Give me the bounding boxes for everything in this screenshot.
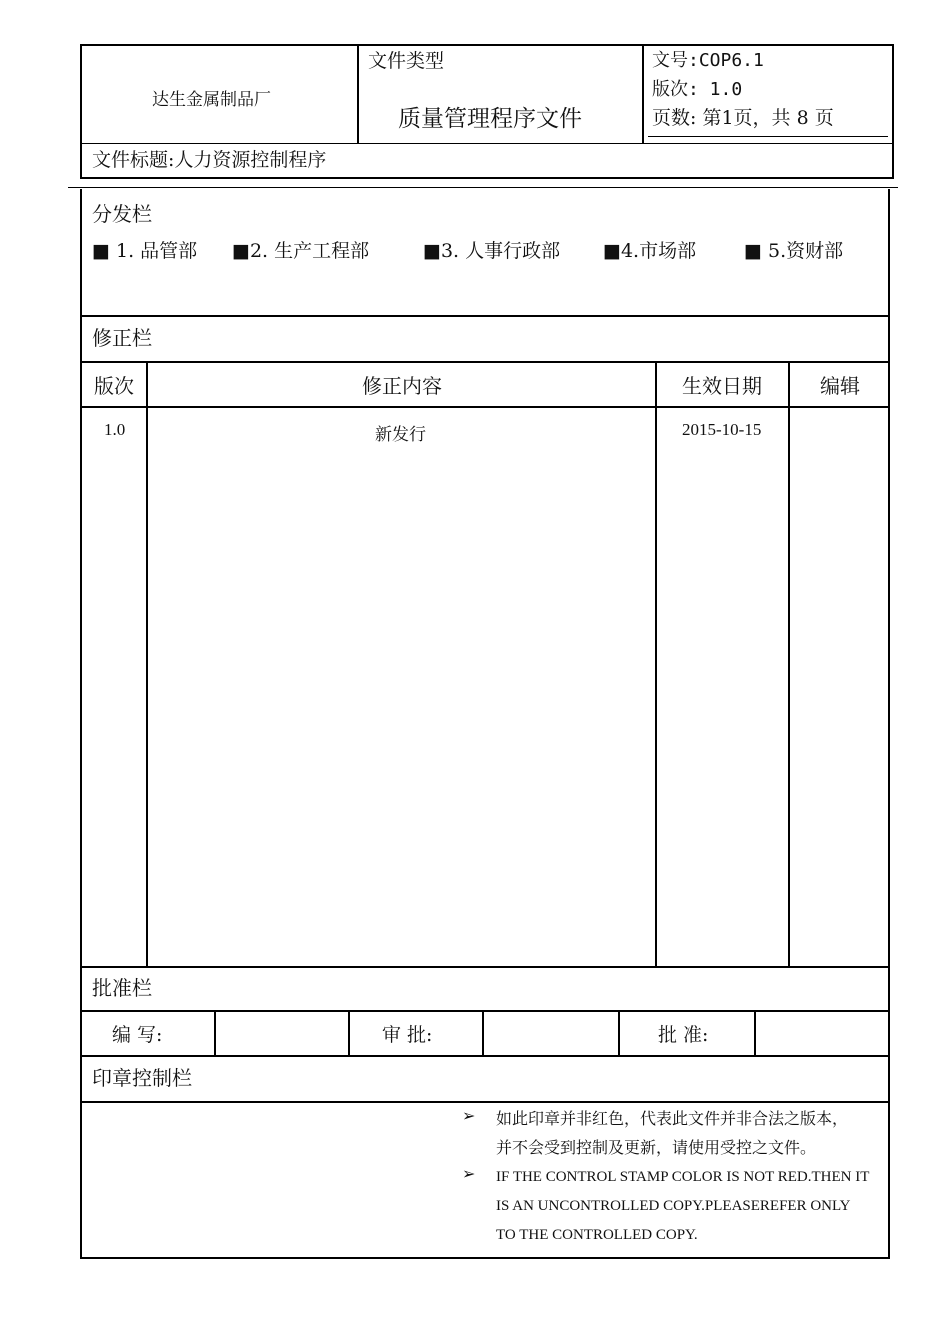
doc-number: 文号:COP6.1 bbox=[652, 50, 764, 71]
company-name: 达生金属制品厂 bbox=[152, 90, 271, 110]
checkbox-mark-icon: ■ bbox=[232, 240, 250, 262]
page-count: 页数: 第1页，共 8 页 bbox=[652, 107, 834, 129]
note-cn-line-1: 如此印章并非红色，代表此文件并非合法之版本， bbox=[496, 1109, 849, 1128]
revision-label: 修正栏 bbox=[92, 326, 152, 350]
note-en-line-2: IS AN UNCONTROLLED COPY.PLEASEREFER ONLY bbox=[496, 1198, 851, 1214]
row-date: 2015-10-15 bbox=[682, 420, 762, 439]
doc-type-value: 质量管理程序文件 bbox=[398, 106, 582, 132]
col-header-content: 修正内容 bbox=[362, 374, 442, 398]
approval-label: 批准栏 bbox=[92, 976, 152, 1000]
row-content: 新发行 bbox=[375, 425, 426, 445]
col-header-date: 生效日期 bbox=[682, 374, 762, 398]
written-by-label: 编 写: bbox=[112, 1024, 163, 1046]
note-en-line-1: IF THE CONTROL STAMP COLOR IS NOT RED.THEN IT bbox=[496, 1169, 870, 1185]
distribution-label: 分发栏 bbox=[92, 202, 152, 226]
checkbox-mark-icon: ■ bbox=[92, 240, 110, 262]
checkbox-mark-icon: ■ bbox=[423, 240, 441, 262]
doc-type-label: 文件类型 bbox=[368, 50, 445, 72]
col-header-version: 版次 bbox=[94, 374, 134, 398]
note-cn-line-2: 并不会受到控制及更新，请使用受控之文件。 bbox=[496, 1138, 817, 1157]
doc-version: 版次: 1.0 bbox=[652, 79, 743, 100]
col-header-editor: 编辑 bbox=[820, 374, 860, 398]
stamp-label: 印章控制栏 bbox=[92, 1066, 192, 1090]
distribution-item-quality: ■ 1. 品管部 bbox=[92, 240, 198, 262]
distribution-item-finance: ■ 5.资财部 bbox=[744, 240, 844, 262]
arrow-bullet-icon: ➢ bbox=[462, 1164, 476, 1183]
distribution-item-hr: ■3. 人事行政部 bbox=[423, 240, 561, 262]
reviewed-by-label: 审 批: bbox=[382, 1024, 433, 1046]
arrow-bullet-icon: ➢ bbox=[462, 1106, 476, 1125]
distribution-item-market: ■4.市场部 bbox=[603, 240, 697, 262]
distribution-item-production: ■2. 生产工程部 bbox=[232, 240, 370, 262]
checkbox-mark-icon: ■ bbox=[744, 240, 762, 262]
document-title: 文件标题:人力资源控制程序 bbox=[92, 149, 327, 171]
row-version: 1.0 bbox=[104, 420, 126, 439]
approved-by-label: 批 准: bbox=[658, 1024, 709, 1046]
checkbox-mark-icon: ■ bbox=[603, 240, 621, 262]
note-en-line-3: TO THE CONTROLLED COPY. bbox=[496, 1227, 698, 1243]
